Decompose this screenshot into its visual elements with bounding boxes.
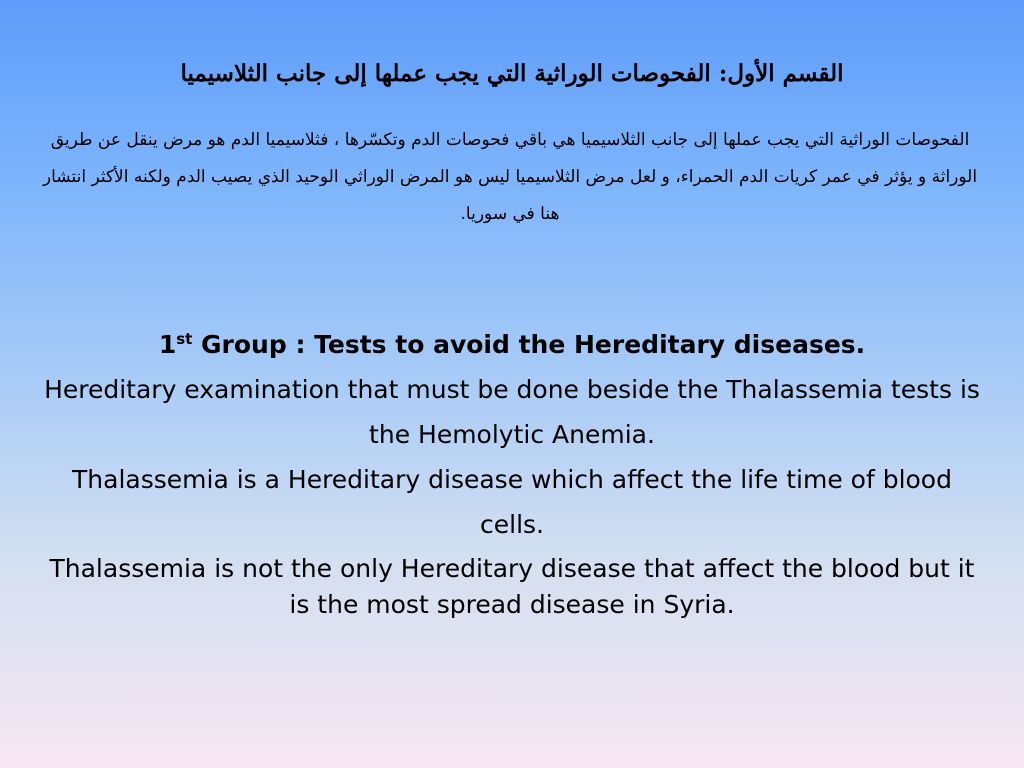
english-paragraph-hemolytic: Hereditary examination that must be done beside the Thalassemia tests is the Hemolytic Anemia. [44, 375, 980, 449]
heading-text: Group : Tests to avoid the Hereditary diseases. [192, 330, 866, 359]
arabic-section-title: القسم الأول: الفحوصات الوراثية التي يجب عملها إلى جانب الثلاسيميا [180, 60, 844, 87]
english-paragraph-lifetime: Thalassemia is a Hereditary disease which affect the life time of blood cells. [72, 465, 952, 539]
english-group-heading [40, 322, 984, 367]
arabic-paragraph: الفحوصات الوراثية التي يجب عملها إلى جانب الثلاسيميا هي باقي فحوصات الدم وتكسّرها ، فثلاسيميا الدم هو مرض ينقل عن طريق الوراثة و يؤثر في عمر كريات الدم الحمراء، و لعل مرض الثلاسيميا ليس هو المرض الوراثي الوحيد الذي يصيب الدم ولكنه الأكثر انتشار هنا في سوريا. [42, 130, 978, 224]
heading-ordinal-number: 1 [158, 330, 177, 359]
english-text-block [40, 322, 984, 623]
heading-ordinal-suffix: st [176, 330, 193, 348]
english-paragraph-syria: Thalassemia is not the only Hereditary disease that affect the blood but it is the most spread disease in Syria. [49, 554, 975, 619]
